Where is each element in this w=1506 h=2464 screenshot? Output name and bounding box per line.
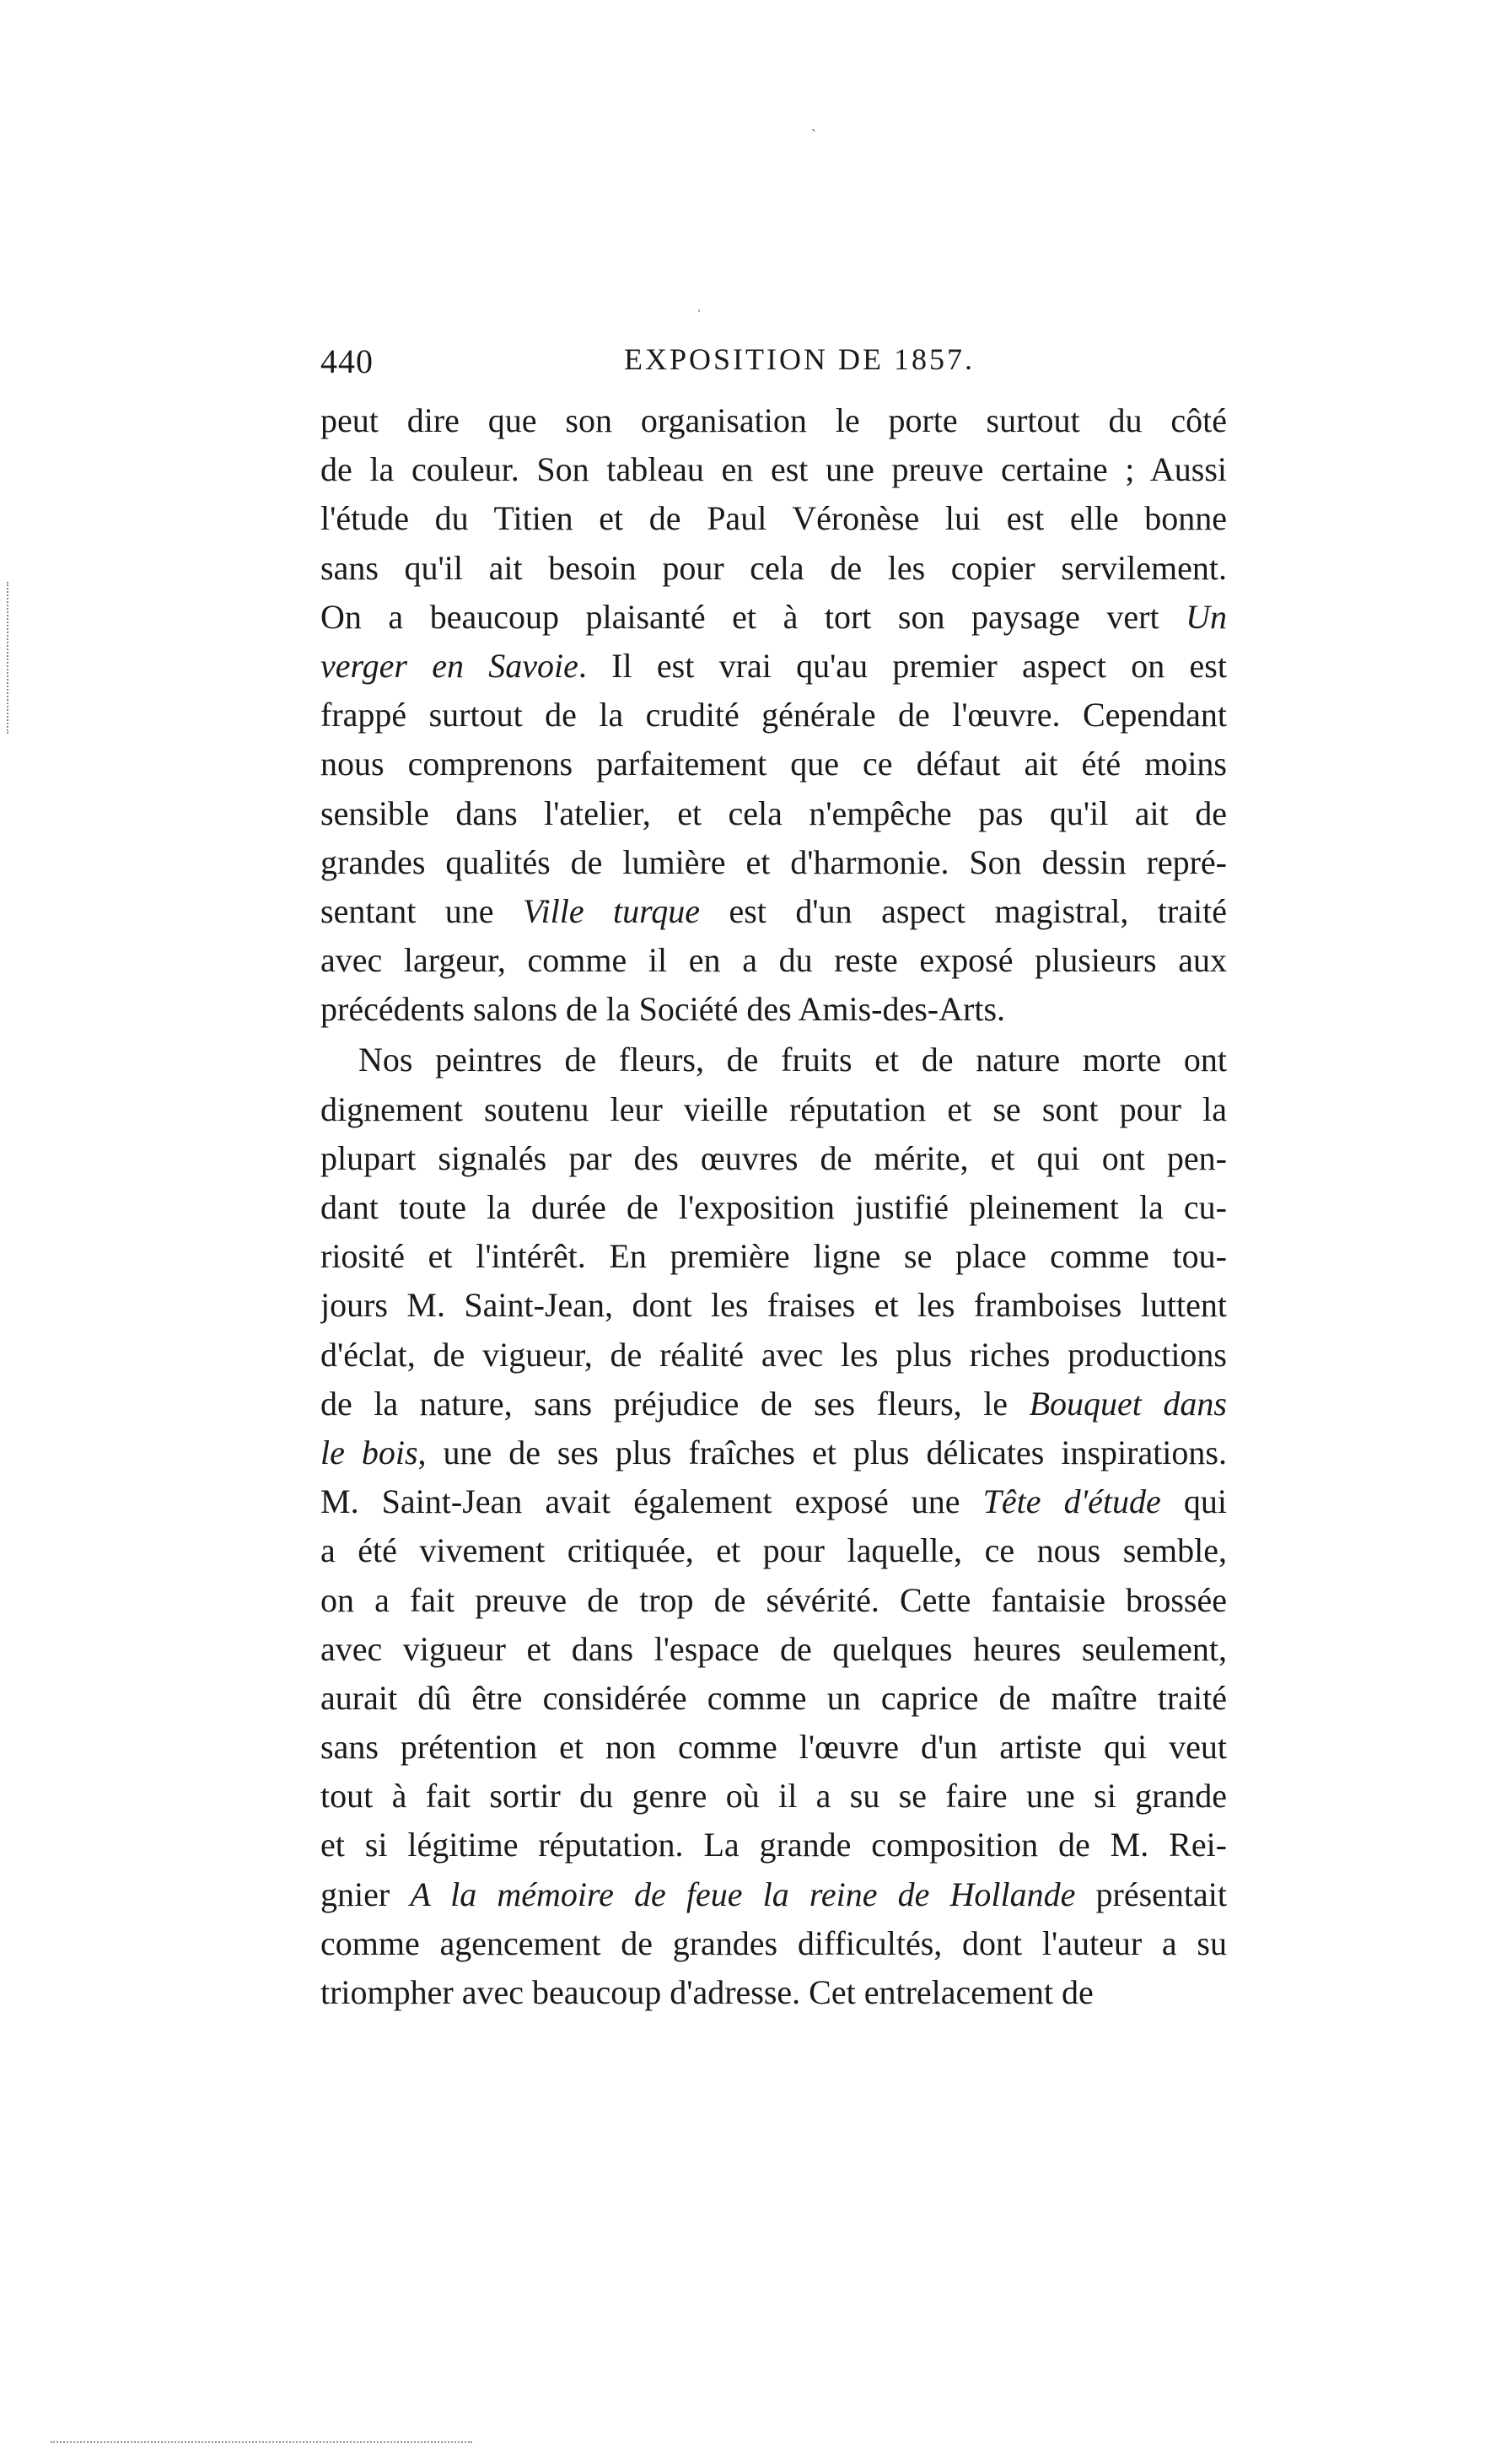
header-speck: ˌ [697, 295, 702, 312]
line-text: peut dire que son organisation le porte surtout du côté [320, 401, 1227, 439]
bottom-speckle [51, 2441, 472, 2446]
text-line [320, 1331, 1227, 1380]
line-text: On a beaucoup plaisanté et à tort son paysage vert [320, 597, 1186, 636]
paragraph-1 [320, 396, 1227, 1034]
text-line [320, 1232, 1227, 1281]
text-line [320, 887, 1227, 936]
body-text [320, 396, 1227, 2017]
italic-title: Ville turque [523, 891, 700, 930]
line-text: jours M. Saint-Jean, dont les fraises et les framboises luttent [320, 1286, 1227, 1325]
text-line [320, 1772, 1227, 1821]
text-line [320, 1477, 1227, 1526]
line-text: est d'un aspect magistral, traité [700, 891, 1227, 930]
line-text: sans qu'il ait besoin pour cela de les copier servilement. [320, 548, 1227, 587]
italic-title: A la mémoire de feue la reine de Hollande [410, 1875, 1076, 1913]
line-text: dant toute la durée de l'exposition justifié pleinement la cu- [320, 1188, 1227, 1226]
text-line [320, 1281, 1227, 1330]
running-title: EXPOSITION DE 1857. [624, 342, 975, 376]
text-line [320, 1380, 1227, 1428]
text-line [320, 1625, 1227, 1674]
text-line [320, 593, 1227, 642]
italic-title: Tête d'étude [982, 1482, 1161, 1521]
text-line [320, 1428, 1227, 1477]
paragraph-2 [320, 1036, 1227, 2017]
text-line [320, 1036, 1227, 1084]
line-text: aurait dû être considérée comme un caprice de maître traité [320, 1678, 1227, 1717]
italic-title: le bois [320, 1433, 418, 1471]
italic-title: Bouquet dans [1029, 1384, 1227, 1423]
text-line [320, 494, 1227, 543]
line-text: sensible dans l'atelier, et cela n'empêche pas qu'il ait de [320, 794, 1227, 832]
text-line [320, 445, 1227, 494]
text-line [320, 1968, 1227, 2017]
text-line [320, 1723, 1227, 1772]
text-line [320, 789, 1227, 838]
line-text: Nos peintres de fleurs, de fruits et de nature morte ont [358, 1041, 1227, 1079]
line-text: M. Saint-Jean avait également exposé une [320, 1482, 983, 1521]
line-text: nous comprenons parfaitement que ce défaut ait été moins [320, 745, 1227, 783]
text-line [320, 1821, 1227, 1870]
text-line [320, 691, 1227, 740]
text-line [320, 1134, 1227, 1183]
line-text: qui [1160, 1482, 1227, 1521]
text-line [320, 936, 1227, 985]
line-text: frappé surtout de la crudité générale de l'œuvre. Cependant [320, 696, 1227, 734]
text-line [320, 544, 1227, 593]
text-line [320, 985, 1227, 1034]
line-text: dignement soutenu leur vieille réputation et se sont pour la [320, 1089, 1227, 1128]
text-line [320, 642, 1227, 691]
line-text: plupart signalés par des œuvres de mérite, et qui ont pen- [320, 1138, 1227, 1177]
text-line [320, 1576, 1227, 1625]
top-speck: ˋ [811, 126, 816, 143]
text-line [320, 1526, 1227, 1575]
line-text: , une de ses plus fraîches et plus délicates inspirations. [417, 1433, 1227, 1471]
line-text: . Il est vrai qu'au premier aspect on est [578, 646, 1227, 685]
text-line [320, 1674, 1227, 1723]
line-text: sentant une [320, 891, 524, 930]
text-line [320, 838, 1227, 887]
line-text: de la couleur. Son tableau en est une preuve certaine ; Aussi [320, 450, 1227, 489]
line-text: tout à fait sortir du genre où il a su se faire une si grande [320, 1777, 1227, 1816]
line-text: de la nature, sans préjudice de ses fleurs, le [320, 1384, 1030, 1423]
line-text: triompher avec beaucoup d'adresse. Cet entrelacement de [320, 1973, 1094, 2011]
line-text: gnier [320, 1875, 411, 1913]
text-line [320, 396, 1227, 445]
line-text: a été vivement critiquée, et pour laquelle, ce nous semble, [320, 1531, 1227, 1570]
line-text: avec largeur, comme il en a du reste exposé plusieurs aux [320, 941, 1227, 980]
line-text: précédents salons de la Société des Amis-des-Arts. [320, 990, 1006, 1029]
text-line [320, 1183, 1227, 1232]
line-text: présentait [1075, 1875, 1227, 1913]
text-line [320, 1085, 1227, 1134]
line-text: sans prétention et non comme l'œuvre d'un artiste qui veut [320, 1728, 1227, 1767]
text-line [320, 740, 1227, 788]
line-text: avec vigueur et dans l'espace de quelques heures seulement, [320, 1629, 1227, 1668]
page-header [320, 342, 1227, 392]
line-text: d'éclat, de vigueur, de réalité avec les plus riches productions [320, 1335, 1227, 1374]
page-number: 440 [320, 342, 374, 380]
line-text: et si légitime réputation. La grande composition de M. Rei- [320, 1826, 1227, 1864]
line-text: riosité et l'intérêt. En première ligne se place comme tou- [320, 1237, 1227, 1276]
text-line [320, 1919, 1227, 1968]
line-text: grandes qualités de lumière et d'harmonie. Son dessin repré- [320, 842, 1227, 881]
line-text: comme agencement de grandes difficultés, dont l'auteur a su [320, 1923, 1227, 1962]
line-text: on a fait preuve de trop de sévérité. Cette fantaisie brossée [320, 1580, 1227, 1619]
italic-title: Un [1186, 597, 1227, 636]
italic-title: verger en Savoie [320, 646, 578, 685]
margin-speckle [7, 582, 13, 734]
text-line [320, 1870, 1227, 1919]
line-text: l'étude du Titien et de Paul Véronèse lui est elle bonne [320, 499, 1227, 538]
